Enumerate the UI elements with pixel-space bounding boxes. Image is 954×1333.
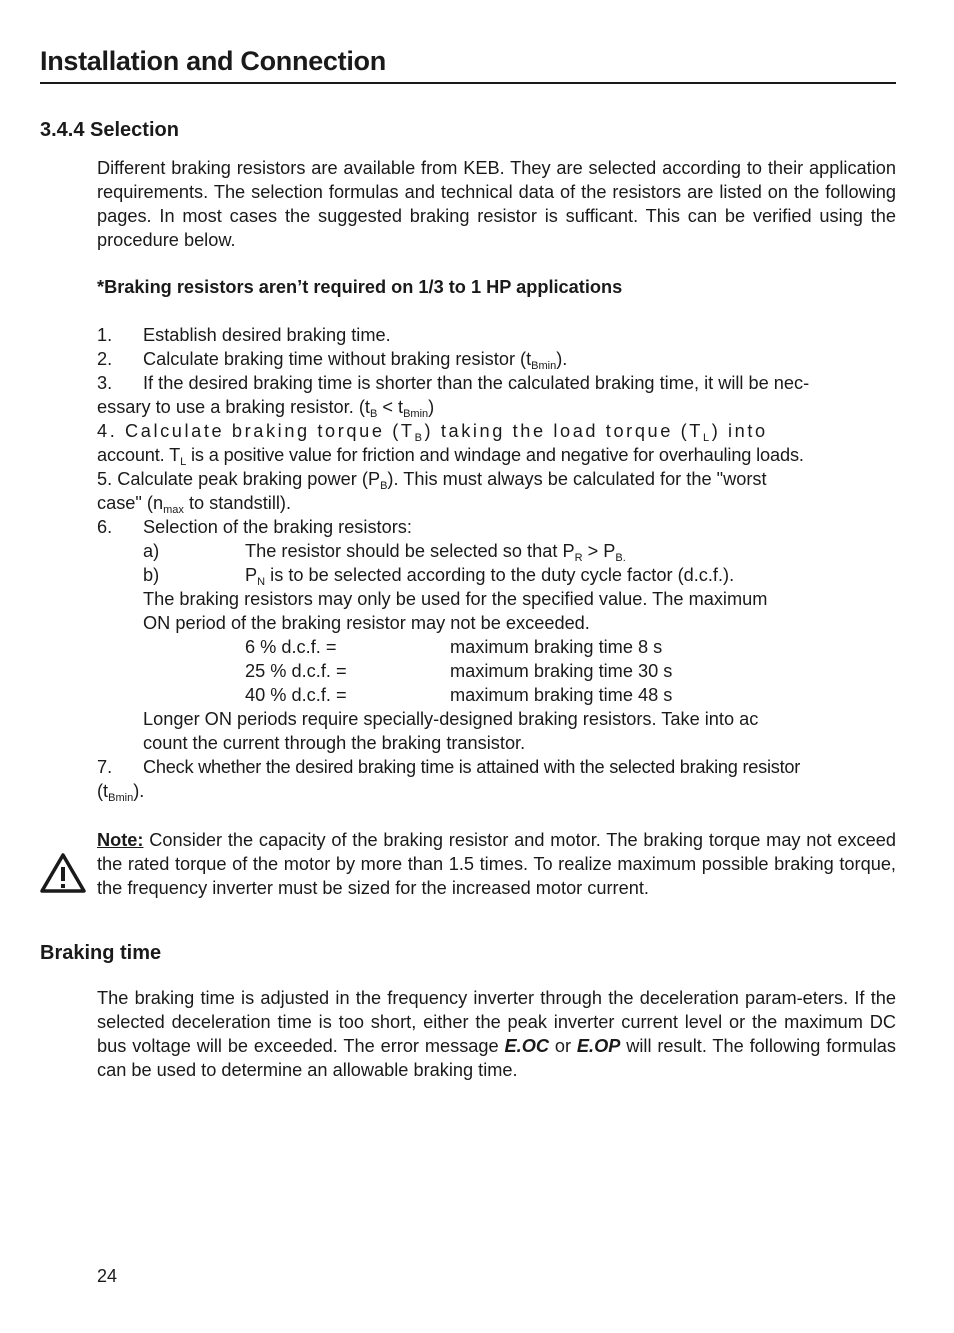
step-5-text: 5. Calculate peak braking power $(P_B)$. This must always be calculated for the "worst <box>97 469 767 492</box>
step-4-text: 4. Calculate braking torque $(T_B)$ taking the load torque $(T_L)$ into <box>97 421 768 444</box>
note-label: Note: <box>97 830 144 850</box>
braking-time-heading: Braking time <box>40 942 162 964</box>
error-code-eop: E.OP <box>576 1036 621 1056</box>
step-4-continuation: account. $T_L$ is a positive value for friction and windage and negative for overhauling loads. <box>97 445 804 468</box>
title-rule <box>40 82 896 84</box>
step-7-text: Check whether the desired braking time is attained with the selected braking resistor <box>143 757 801 777</box>
dcf-time: maximum braking time 48 s <box>450 685 673 705</box>
note-paragraph: Note: Consider the capacity of the braking resistor and motor. The braking torque may not exceed the rated torque of the motor by more than 1.5 times. To realize maximum possible braking torque, the frequency inverter must be sized for the increased motor current. <box>97 830 896 898</box>
step-2-text: Calculate braking time without braking resistor $(t_{Bmin})$. <box>143 349 568 372</box>
step-1-text: Establish desired braking time. <box>143 325 391 345</box>
step-6-para-3: Longer ON periods require specially-designed braking resistors. Take into ac <box>143 709 759 729</box>
step-7-continuation: $(t_{Bmin})$. <box>97 781 145 804</box>
step-3-number: 3. <box>97 373 113 393</box>
step-6-para-4: count the current through the braking transistor. <box>143 733 526 753</box>
step-6-para-1: The braking resistors may only be used for the specified value. The maximum <box>143 589 768 609</box>
error-code-eoc: E.OC <box>504 1036 549 1056</box>
dcf-time: maximum braking time 8 s <box>450 637 663 657</box>
warning-icon <box>40 852 86 894</box>
step-6a-text: The resistor should be selected so that $P_R > P_{B.}$ <box>245 541 626 564</box>
dcf-factor: 6 % d.c.f. = <box>245 637 337 657</box>
step-2-number: 2. <box>97 349 113 369</box>
step-6a-label: a) <box>143 541 160 561</box>
step-5-continuation: case" ($n_{max}$ to standstill). <box>97 493 292 516</box>
step-6-para-2: ON period of the braking resistor may not be exceeded. <box>143 613 590 633</box>
page-title: Installation and Connection <box>40 46 386 76</box>
step-6b-label: b) <box>143 565 160 585</box>
step-3-continuation: essary to use a braking resistor. $(t_B < t_{Bmin})$ <box>97 397 435 420</box>
step-6b-text: $P_N$ is to be selected according to the duty cycle factor (d.c.f.). <box>245 565 735 588</box>
step-7-number: 7. <box>97 757 113 777</box>
intro-paragraph: Different braking resistors are available from KEB. They are selected according to their application requirements. The selection formulas and technical data of the resistors are listed on the following pages. In most cases the suggested braking resistor is sufficant. This can be verified using the procedure below. <box>97 158 896 250</box>
page-number: 24 <box>97 1266 118 1286</box>
step-3-text: If the desired braking time is shorter than the calculated braking time, it will be nec- <box>143 373 810 393</box>
step-6-text: Selection of the braking resistors: <box>143 517 412 537</box>
braking-time-paragraph: The braking time is adjusted in the frequency inverter through the deceleration param-eters. If the selected deceleration time is too short, either the peak inverter current level or the maximum DC bus voltage will be exceeded. The error message E.OC or E.OP will result. The following formulas can be used to determine an allowable braking time. <box>97 988 896 1080</box>
dcf-factor: 40 % d.c.f. = <box>245 685 347 705</box>
dcf-factor: 25 % d.c.f. = <box>245 661 347 681</box>
hp-note: *Braking resistors aren’t required on 1/3 to 1 HP applications <box>97 277 623 297</box>
section-heading: 3.4.4 Selection <box>40 119 179 141</box>
step-6-number: 6. <box>97 517 113 537</box>
step-1-number: 1. <box>97 325 113 345</box>
dcf-time: maximum braking time 30 s <box>450 661 673 681</box>
